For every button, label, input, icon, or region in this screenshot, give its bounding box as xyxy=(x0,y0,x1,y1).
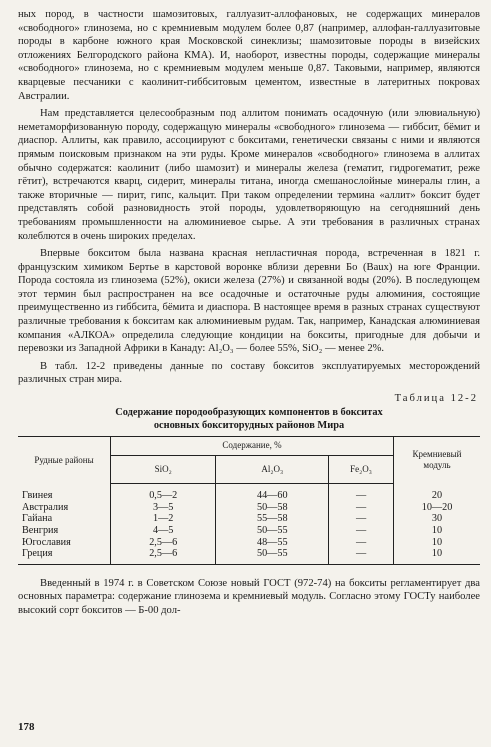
book-page xyxy=(18,8,480,618)
paragraph: ных пород, в частности шамозитовых, галлуазит-аллофановых, не содержащих минералов «свободного» глинозема, но с кремниевым модулем более 0,87 (например, аллофан-галлуазитовые породы в карбоне южного края Московской синеклизы; шамозитовые породы в визейских отложениях Белгородского района КМА). И, наоборот, известны породы, содержащие минералы «свободного» глинозема, но с кремниевым модулем меньше 0,87. Таковыми, например, являются кварцевые песчаники с каолинит-гиббситовым цементом, известные в латеритных покровах Австралии. xyxy=(18,9,480,102)
cell-sio2: 1—2 xyxy=(111,513,216,525)
cell-al2o3: 55—58 xyxy=(216,513,329,525)
cell-al2o3: 50—55 xyxy=(216,525,329,537)
table-title xyxy=(18,407,480,432)
header-modulus-line: Кремниевый xyxy=(412,448,462,459)
bauxite-composition-table xyxy=(18,436,480,565)
header-modulus xyxy=(394,437,481,484)
cell-region: Греция xyxy=(18,548,111,564)
cell-modulus: 10 xyxy=(394,525,481,537)
cell-sio2: 0,5—2 xyxy=(111,484,216,502)
paragraph: Нам представляется целесообразным под аллитом понимать осадочную (или элювиальную) неметаморфизованную породу, содержащую минералы «свободного» глинозема — гиббсит, бёмит и диаспор. Аллиты, как правило, ассоциируют с бокситами, генетически связаны с ними и являются прямым поисковым признаком на эти руды. Кроме минералов «свободного» глинозема в аллитах обычно содержатся: каолинит (либо шамозит) и минералы железа (гематит, гидрогематит, реже гётит), встречаются кварц, сидерит, минералы титана, иногда смешанослойные минералы глин, а также вторичные — пирит, гипс, кальцит. При таком определении термина «аллит» боксит будет представлять собой разновидность этой породы, удовлетворяющую на сегодняшний день требованиям промышленности на алюминиевое сырье. А эти требования в различных странах колеблются в очень широких пределах. xyxy=(18,108,480,242)
cell-modulus: 10—20 xyxy=(394,502,481,514)
cell-fe2o3: — xyxy=(329,548,394,564)
header-content: Содержание, % xyxy=(111,437,394,456)
table-row xyxy=(18,502,480,514)
cell-region: Венгрия xyxy=(22,525,59,536)
cell-fe2o3: — xyxy=(329,484,394,502)
header-sio2: SiO₂ xyxy=(111,455,216,484)
table-row xyxy=(18,548,480,564)
cell-sio2: 2,5—6 xyxy=(111,548,216,564)
cell-fe2o3: — xyxy=(329,502,394,514)
cell-region: Гайана xyxy=(22,513,53,525)
cell-region: Австралия xyxy=(22,501,69,513)
paragraph: Впервые бокситом была названа красная непластичная порода, встреченная в 1821 г. французским химиком Бертье в карстовой воронке вблизи деревни Бо (Baux) на юге Франции. Порода состояла из глинозема (52%), окиси железа (27%) и связанной воды (20%). В последующем этот термин был распространен на все осадочные и остаточные руды алюминия, состоящие преимущественно из гиббсита, бёмита и диаспора. В настоящее время в разных странах существуют различные требования к бокситам как алюминиевым рудам. Так, например, Канадская алюминиевая компания «АЛКОА» определила следующие кондиции на бокситы, пригодные для добычи и перевозки из Западной Африки в Канаду: Al₂O₃ — более 55%, SiO₂ — менее 2%. xyxy=(18,248,480,355)
cell-modulus: 10 xyxy=(394,537,481,549)
cell-fe2o3: — xyxy=(329,525,394,537)
cell-modulus: 10 xyxy=(394,548,481,564)
table-row xyxy=(18,513,480,525)
cell-al2o3: 50—55 xyxy=(216,548,329,564)
header-fe2o3: Fe₂O₃ xyxy=(329,455,394,484)
cell-modulus: 20 xyxy=(394,484,481,502)
cell-sio2: 3—5 xyxy=(111,502,216,514)
cell-fe2o3: — xyxy=(329,537,394,549)
cell-fe2o3: — xyxy=(329,513,394,525)
header-al2o3: Al₂O₃ xyxy=(216,455,329,484)
paragraph: В табл. 12-2 приведены данные по составу бокситов эксплуатируемых месторождений различных стран мира. xyxy=(18,360,480,386)
table-row xyxy=(18,484,480,502)
cell-al2o3: 50—58 xyxy=(216,502,329,514)
cell-sio2: 4—5 xyxy=(111,525,216,537)
cell-al2o3: 44—60 xyxy=(216,484,329,502)
table-row xyxy=(18,525,480,537)
cell-region: Гвинея xyxy=(22,489,53,501)
table-title-line: основных бокситорудных районов Мира xyxy=(153,419,345,431)
cell-sio2: 2,5—6 xyxy=(111,537,216,549)
page-number: 178 xyxy=(18,721,35,733)
table-title-line: Содержание породообразующих компонентов в бокситах xyxy=(115,407,383,419)
header-region: Рудные районы xyxy=(18,437,111,484)
table-caption: Таблица 12-2 xyxy=(394,393,478,405)
cell-region: Югославия xyxy=(22,536,71,548)
header-modulus-line: модуль xyxy=(423,460,451,471)
cell-al2o3: 48—55 xyxy=(216,537,329,549)
cell-modulus: 30 xyxy=(394,513,481,525)
paragraph: Введенный в 1974 г. в Советском Союзе новый ГОСТ (972-74) на бокситы регламентирует два основных параметра: содержание глинозема и кремниевый модуль. Согласно этому ГОСТу наиболее высокий сорт бокситов — Б-00 дол- xyxy=(18,577,480,616)
table-row xyxy=(18,537,480,549)
